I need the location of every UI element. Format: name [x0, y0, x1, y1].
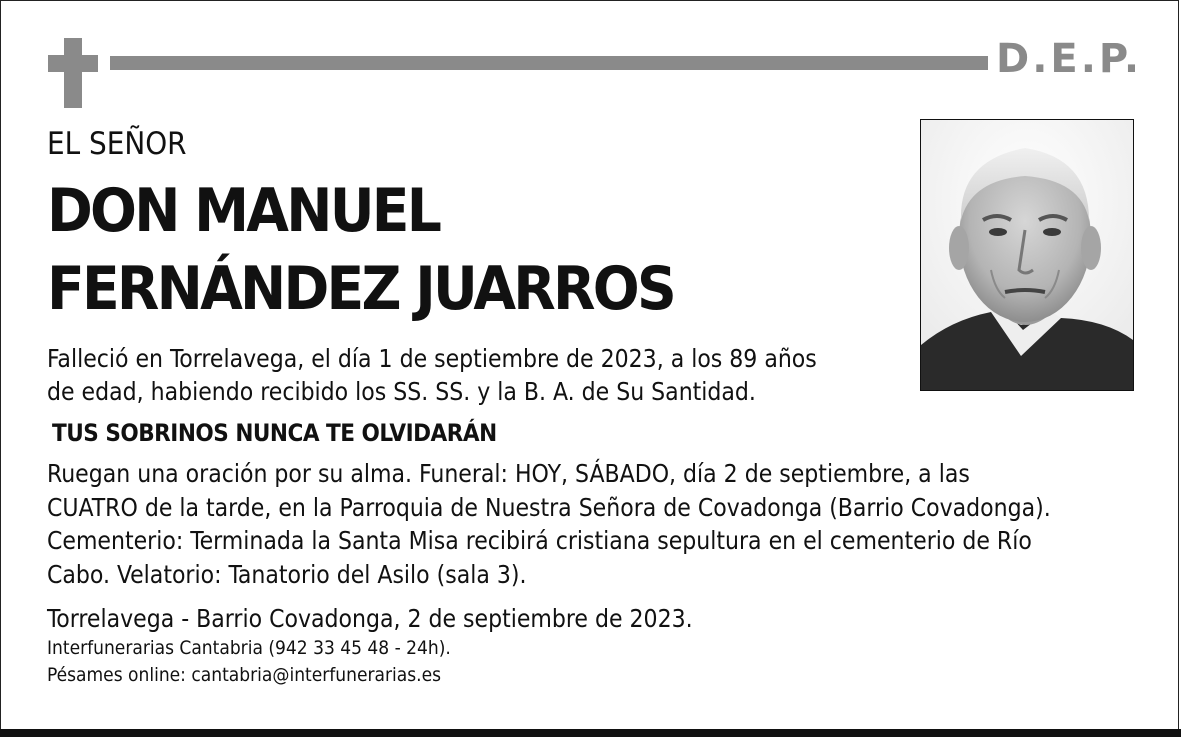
intro-line-2: de edad, habiendo recibido los SS. SS. y la B. A. de Su Santidad. [47, 377, 756, 406]
death-announcement [47, 342, 887, 408]
portrait-image [921, 120, 1133, 390]
dep-label: D.E.P. [996, 36, 1143, 82]
name-line-2: FERNÁNDEZ JUARROS [47, 254, 674, 324]
details-line-4: Cabo. Velatorio: Tanatorio del Asilo (sala 3). [47, 559, 527, 589]
funeral-home-contact: Interfunerarias Cantabria (942 33 45 48 - 24h). [47, 637, 451, 659]
place-date: Torrelavega - Barrio Covadonga, 2 de septiembre de 2023. [47, 604, 693, 633]
bottom-rule [0, 729, 1181, 737]
cross-icon [48, 38, 98, 108]
intro-line-1: Falleció en Torrelavega, el día 1 de septiembre de 2023, a los 89 años [47, 344, 817, 373]
mourners-line: TUS SOBRINOS NUNCA TE OLVIDARÁN [52, 419, 497, 447]
portrait-photo [920, 119, 1134, 391]
name-line-1: DON MANUEL [47, 176, 440, 246]
funeral-details [47, 457, 1147, 591]
details-line-1: Ruegan una oración por su alma. Funeral: HOY, SÁBADO, día 2 de septiembre, a las [47, 459, 970, 488]
deceased-name [47, 172, 674, 328]
details-line-3: Cementerio: Terminada la Santa Misa recibirá cristiana sepultura en el cementerio de Río [47, 526, 1032, 555]
header-rule [110, 56, 988, 70]
details-line-2: CUATRO de la tarde, en la Parroquia de Nuestra Señora de Covadonga (Barrio Covadonga). [47, 492, 1051, 522]
condolences-contact: Pésames online: cantabria@interfunerarias.es [47, 664, 441, 686]
honorific: EL SEÑOR [47, 126, 187, 162]
